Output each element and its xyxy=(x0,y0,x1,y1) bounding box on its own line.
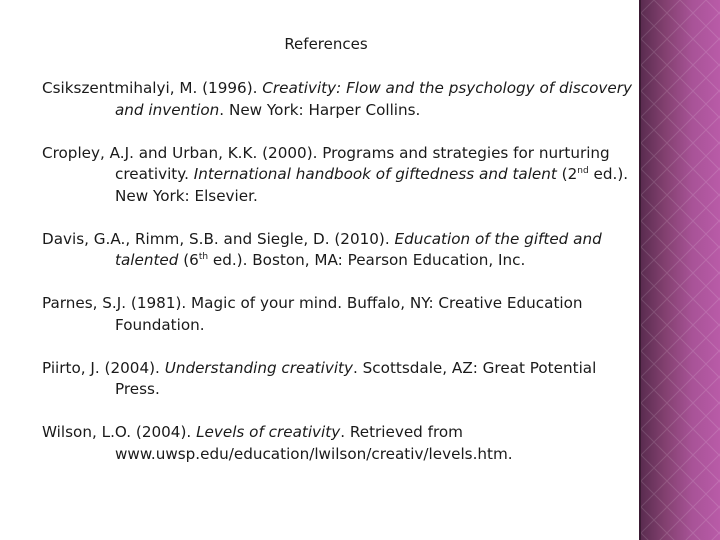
reference-url: . Retrieved from www.uwsp.edu/education/lwilson/creativ/levels.htm. xyxy=(115,423,513,463)
reference-author: Cropley, A.J. and Urban, K.K. (2000). Programs and strategies for nurturing creativity. xyxy=(42,143,610,183)
reference-publisher: . New York: Harper Collins. xyxy=(219,100,421,119)
reference-work-title: International handbook of giftedness and talent xyxy=(193,165,557,183)
reference-publisher: ed.). New York: Elsevier. xyxy=(115,165,629,205)
reference-author: Davis, G.A., Rimm, S.B. and Siegle, D. (2010). xyxy=(42,229,395,248)
reference-publisher: . Scottsdale, AZ: Great Potential Press. xyxy=(115,358,597,398)
reference-edition: (6 xyxy=(178,251,199,269)
reference-work-title: Levels of creativity xyxy=(196,423,341,441)
reference-author: Wilson, L.O. (2004). xyxy=(42,423,197,441)
reference-author: Piirto, J. (2004). xyxy=(42,358,165,377)
reference-item xyxy=(42,422,632,465)
page-title: References xyxy=(284,35,368,53)
reference-item xyxy=(42,229,632,272)
reference-author: Csikszentmihalyi, M. (1996). xyxy=(42,79,263,97)
reference-work-title: Education of the gifted and talented xyxy=(115,229,602,269)
reference-item xyxy=(42,78,632,121)
reference-publisher: ed.). Boston, MA: Pearson Education, Inc. xyxy=(208,251,526,269)
reference-list xyxy=(42,78,632,487)
decorative-side-band xyxy=(641,0,720,540)
reference-item xyxy=(42,143,632,208)
reference-item xyxy=(42,358,632,401)
diamond-pattern xyxy=(641,0,720,540)
reference-text: Parnes, S.J. (1981). Magic of your mind. Buffalo, NY: Creative Education Foundation. xyxy=(42,294,583,334)
reference-item xyxy=(42,293,632,336)
reference-edition-suffix: nd xyxy=(577,166,589,176)
reference-work-title: Creativity: Flow and the psychology of discovery and invention xyxy=(115,79,632,119)
reference-edition: (2 xyxy=(556,165,578,183)
reference-edition-suffix: th xyxy=(198,252,209,262)
reference-work-title: Understanding creativity xyxy=(164,358,353,377)
